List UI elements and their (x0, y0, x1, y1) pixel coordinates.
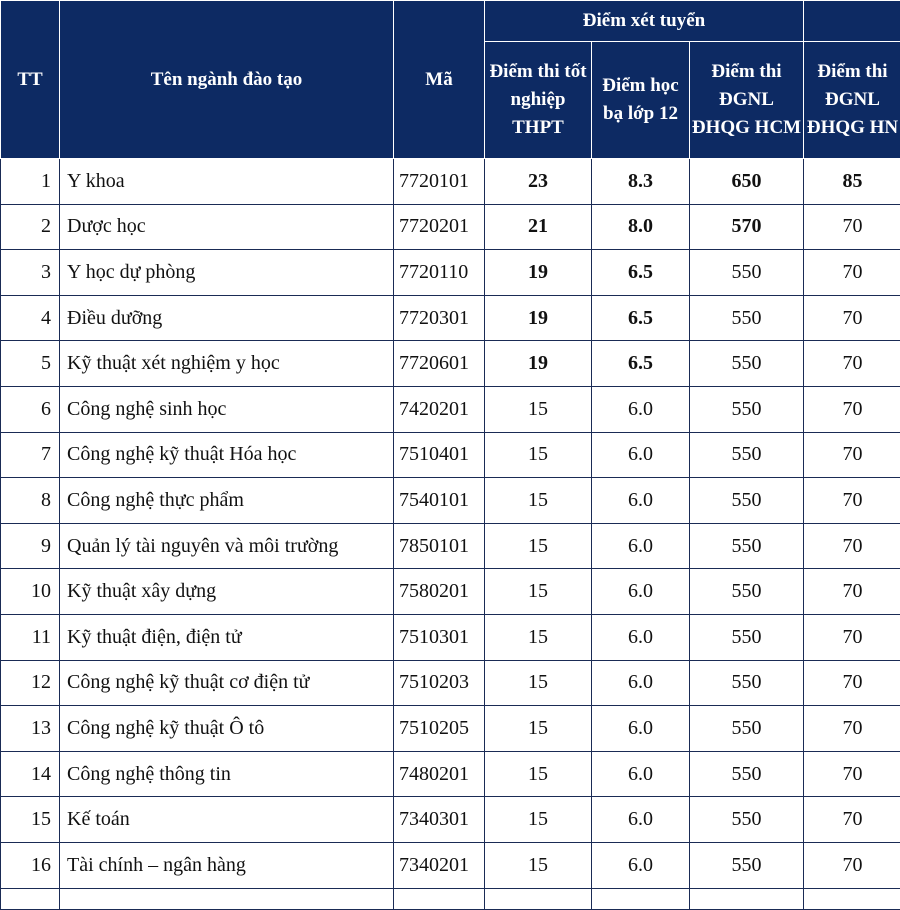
score-hocba: 8.0 (592, 204, 690, 250)
score-thpt: 15 (485, 706, 592, 752)
major-code: 7340201 (394, 842, 485, 888)
score-hocba: 6.0 (592, 751, 690, 797)
score-thpt: 19 (485, 250, 592, 296)
row-number: 16 (1, 842, 60, 888)
score-dgnl-hcm: 550 (690, 569, 804, 615)
table-row (1, 706, 900, 752)
score-thpt: 15 (485, 751, 592, 797)
table-row (1, 159, 900, 205)
row-number: 12 (1, 660, 60, 706)
score-thpt: 15 (485, 523, 592, 569)
score-dgnl-hcm: 550 (690, 432, 804, 478)
score-hocba: 6.0 (592, 797, 690, 843)
score-hocba: 6.0 (592, 478, 690, 524)
score-thpt: 15 (485, 478, 592, 524)
score-thpt: 15 (485, 842, 592, 888)
score-hocba: 6.0 (592, 842, 690, 888)
major-code: 7850101 (394, 523, 485, 569)
score-dgnl-hcm: 550 (690, 706, 804, 752)
score-dgnl-hcm: 550 (690, 386, 804, 432)
table-row (1, 432, 900, 478)
header-hocba: Điểm học bạ lớp 12 (592, 42, 690, 159)
score-dgnl-hn: 70 (804, 523, 900, 569)
table-row (1, 386, 900, 432)
score-dgnl-hn: 70 (804, 614, 900, 660)
header-score-group: Điểm xét tuyển (485, 1, 804, 42)
score-dgnl-hn: 70 (804, 478, 900, 524)
score-hocba: 6.0 (592, 523, 690, 569)
score-dgnl-hn: 70 (804, 751, 900, 797)
table-row (1, 478, 900, 524)
header-group-filler (804, 1, 900, 42)
score-dgnl-hn: 70 (804, 842, 900, 888)
table-row (1, 204, 900, 250)
score-dgnl-hcm: 550 (690, 660, 804, 706)
score-hocba: 8.3 (592, 159, 690, 205)
major-code: 7720201 (394, 204, 485, 250)
major-code: 7340301 (394, 797, 485, 843)
major-code: 7540101 (394, 478, 485, 524)
score-hocba: 6.0 (592, 706, 690, 752)
major-name: Công nghệ kỹ thuật cơ điện tử (60, 660, 394, 706)
row-number: 14 (1, 751, 60, 797)
score-thpt: 15 (485, 797, 592, 843)
major-name: Công nghệ kỹ thuật Ô tô (60, 706, 394, 752)
major-code: 7720101 (394, 159, 485, 205)
major-name: Kỹ thuật xét nghiệm y học (60, 341, 394, 387)
table-row (1, 660, 900, 706)
table-row (1, 523, 900, 569)
score-dgnl-hn: 70 (804, 204, 900, 250)
major-name: Kỹ thuật xây dựng (60, 569, 394, 615)
row-number: 7 (1, 432, 60, 478)
score-dgnl-hn: 70 (804, 569, 900, 615)
major-name: Công nghệ thông tin (60, 751, 394, 797)
score-hocba: 6.0 (592, 614, 690, 660)
row-number: 13 (1, 706, 60, 752)
table-row (1, 614, 900, 660)
score-hocba: 6.5 (592, 250, 690, 296)
major-code: 7420201 (394, 386, 485, 432)
score-thpt: 15 (485, 432, 592, 478)
major-code: 7720301 (394, 295, 485, 341)
header-tt: TT (1, 1, 60, 159)
major-name: Dược học (60, 204, 394, 250)
major-name: Y học dự phòng (60, 250, 394, 296)
major-name: Tài chính – ngân hàng (60, 842, 394, 888)
row-number: 5 (1, 341, 60, 387)
major-name: Kỹ thuật điện, điện tử (60, 614, 394, 660)
major-name: Quản lý tài nguyên và môi trường (60, 523, 394, 569)
major-code: 7580201 (394, 569, 485, 615)
header-major-name: Tên ngành đào tạo (60, 1, 394, 159)
score-hocba: 6.5 (592, 341, 690, 387)
score-hocba: 6.0 (592, 660, 690, 706)
table-row (1, 797, 900, 843)
major-code: 7480201 (394, 751, 485, 797)
row-number: 2 (1, 204, 60, 250)
row-number: 8 (1, 478, 60, 524)
header-dgnl-hcm: Điểm thi ĐGNL ĐHQG HCM (690, 42, 804, 159)
row-number: 9 (1, 523, 60, 569)
score-dgnl-hcm: 570 (690, 204, 804, 250)
score-dgnl-hn: 70 (804, 797, 900, 843)
score-thpt: 19 (485, 295, 592, 341)
row-number: 3 (1, 250, 60, 296)
table-header (1, 1, 900, 159)
score-dgnl-hn: 70 (804, 250, 900, 296)
major-code: 7510301 (394, 614, 485, 660)
header-thpt: Điểm thi tốt nghiệp THPT (485, 42, 592, 159)
table-body (1, 159, 900, 910)
empty-cell (1, 888, 60, 909)
header-dgnl-hn: Điểm thi ĐGNL ĐHQG HN (804, 42, 900, 159)
empty-cell (60, 888, 394, 909)
table-row (1, 751, 900, 797)
major-name: Y khoa (60, 159, 394, 205)
score-dgnl-hcm: 550 (690, 341, 804, 387)
score-dgnl-hn: 70 (804, 386, 900, 432)
score-thpt: 15 (485, 614, 592, 660)
score-dgnl-hcm: 550 (690, 250, 804, 296)
row-number: 11 (1, 614, 60, 660)
score-dgnl-hn: 70 (804, 706, 900, 752)
score-hocba: 6.5 (592, 295, 690, 341)
empty-cell (394, 888, 485, 909)
score-thpt: 21 (485, 204, 592, 250)
score-dgnl-hcm: 550 (690, 751, 804, 797)
table-row (1, 341, 900, 387)
table-row (1, 569, 900, 615)
major-code: 7510205 (394, 706, 485, 752)
row-number: 10 (1, 569, 60, 615)
score-thpt: 15 (485, 660, 592, 706)
score-thpt: 23 (485, 159, 592, 205)
major-code: 7510401 (394, 432, 485, 478)
score-dgnl-hcm: 550 (690, 614, 804, 660)
major-name: Công nghệ kỹ thuật Hóa học (60, 432, 394, 478)
major-name: Công nghệ thực phẩm (60, 478, 394, 524)
score-dgnl-hcm: 550 (690, 842, 804, 888)
table-row-cutoff (1, 888, 900, 909)
score-dgnl-hn: 70 (804, 341, 900, 387)
table-row (1, 250, 900, 296)
empty-cell (690, 888, 804, 909)
table-row (1, 295, 900, 341)
empty-cell (804, 888, 900, 909)
score-dgnl-hn: 85 (804, 159, 900, 205)
major-code: 7720601 (394, 341, 485, 387)
major-code: 7720110 (394, 250, 485, 296)
score-dgnl-hcm: 550 (690, 797, 804, 843)
empty-cell (592, 888, 690, 909)
major-name: Công nghệ sinh học (60, 386, 394, 432)
empty-cell (485, 888, 592, 909)
score-dgnl-hn: 70 (804, 432, 900, 478)
row-number: 15 (1, 797, 60, 843)
header-code: Mã (394, 1, 485, 159)
score-hocba: 6.0 (592, 386, 690, 432)
score-hocba: 6.0 (592, 432, 690, 478)
table-row (1, 842, 900, 888)
row-number: 6 (1, 386, 60, 432)
major-name: Kế toán (60, 797, 394, 843)
score-thpt: 15 (485, 569, 592, 615)
score-hocba: 6.0 (592, 569, 690, 615)
score-dgnl-hcm: 550 (690, 523, 804, 569)
score-dgnl-hn: 70 (804, 660, 900, 706)
score-dgnl-hn: 70 (804, 295, 900, 341)
score-dgnl-hcm: 550 (690, 478, 804, 524)
score-dgnl-hcm: 550 (690, 295, 804, 341)
row-number: 4 (1, 295, 60, 341)
score-dgnl-hcm: 650 (690, 159, 804, 205)
major-name: Điều dưỡng (60, 295, 394, 341)
score-thpt: 15 (485, 386, 592, 432)
row-number: 1 (1, 159, 60, 205)
score-thpt: 19 (485, 341, 592, 387)
major-code: 7510203 (394, 660, 485, 706)
